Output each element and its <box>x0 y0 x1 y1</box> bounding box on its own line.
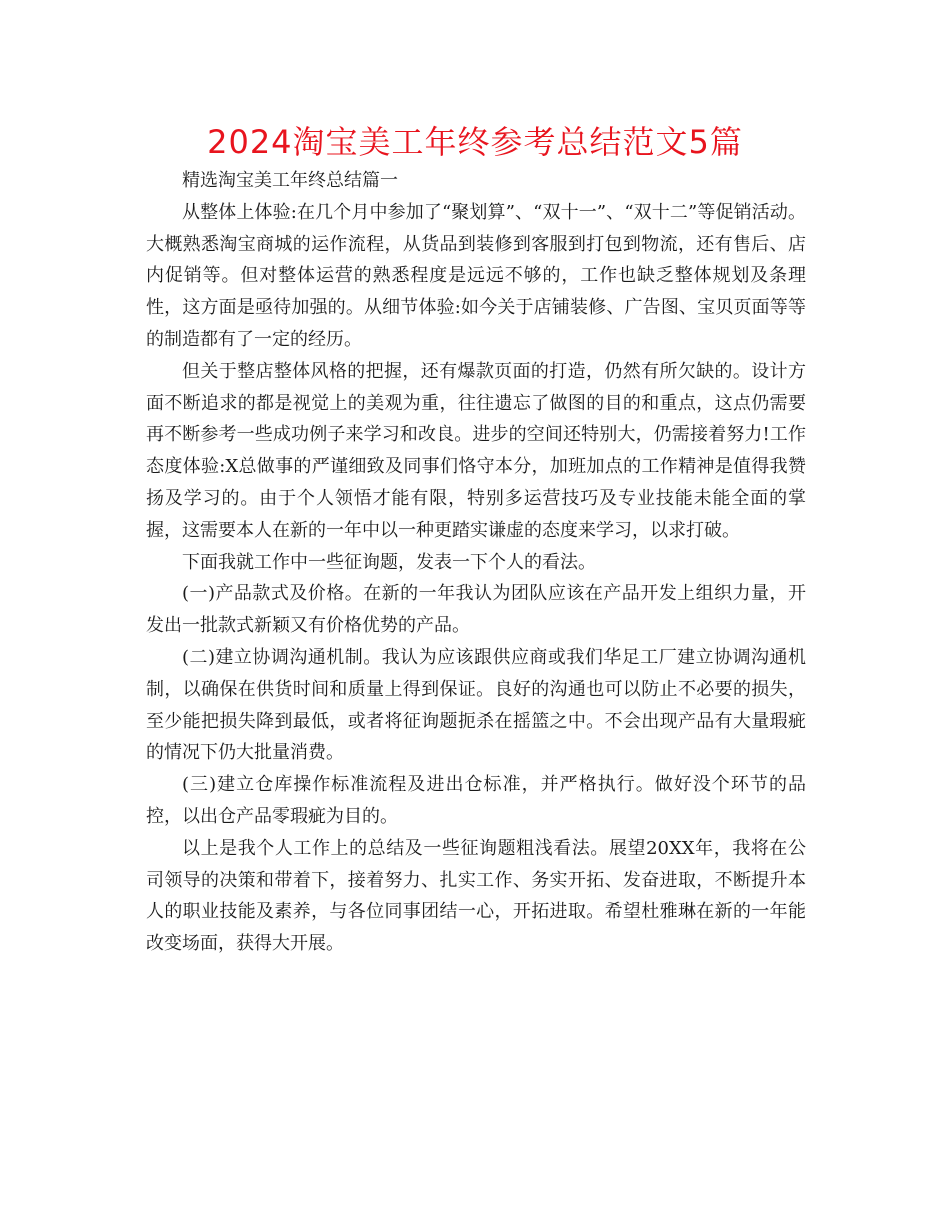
paragraph: (一)产品款式及价格。在新的一年我认为团队应该在产品开发上组织力量，开发出一批款式新颖又有价格优势的产品。 <box>146 583 806 637</box>
paragraph: 从整体上体验:在几个月中参加了“聚划算”、“双十一”、“双十二”等促销活动。大概熟悉淘宝商城的运作流程，从货品到装修到客服到打包到物流，还有售后、店内促销等。但对整体运营的熟悉程度是远远不够的，工作也缺乏整体规划及条理性，这方面是亟待加强的。从细节体验:如今关于店铺装修、广告图、宝贝页面等等的制造都有了一定的经历。 <box>146 201 806 350</box>
paragraph: (三)建立仓库操作标准流程及进出仓标准，并严格执行。做好没个环节的品控，以出仓产品零瑕疵为目的。 <box>146 774 806 827</box>
document-body <box>146 165 806 960</box>
document-title: 2024淘宝美工年终参考总结范文5篇 <box>207 123 743 161</box>
section-heading: 精选淘宝美工年终总结篇一 <box>182 170 398 191</box>
paragraph: (二)建立协调沟通机制。我认为应该跟供应商或我们华足工厂建立协调沟通机制，以确保在供货时间和质量上得到保证。良好的沟通也可以防止不必要的损失，至少能把损失降到最低，或者将征询题扼杀在摇篮之中。不会出现产品有大量瑕疵的情况下仍大批量消费。 <box>146 646 806 764</box>
paragraph: 以上是我个人工作上的总结及一些征询题粗浅看法。展望20XX年，我将在公司领导的决策和带着下，接着努力、扎实工作、务实开拓、发奋进取，不断提升本人的职业技能及素养，与各位同事团结一心，开拓进取。希望杜雅琳在新的一年能改变场面，获得大开展。 <box>146 837 806 955</box>
paragraph: 下面我就工作中一些征询题，发表一下个人的看法。 <box>182 551 596 573</box>
paragraph: 但关于整店整体风格的把握，还有爆款页面的打造，仍然有所欠缺的。设计方面不断追求的都是视觉上的美观为重，往往遗忘了做图的目的和重点，这点仍需要再不断参考一些成功例子来学习和改良。进步的空间还特别大，仍需接着努力!工作态度体验:X总做事的严谨细致及同事们恪守本分，加班加点的工作精神是值得我赞扬及学习的。由于个人领悟才能有限，特别多运营技巧及专业技能未能全面的掌握，这需要本人在新的一年中以一种更踏实谦虚的态度来学习，以求打破。 <box>146 360 806 541</box>
